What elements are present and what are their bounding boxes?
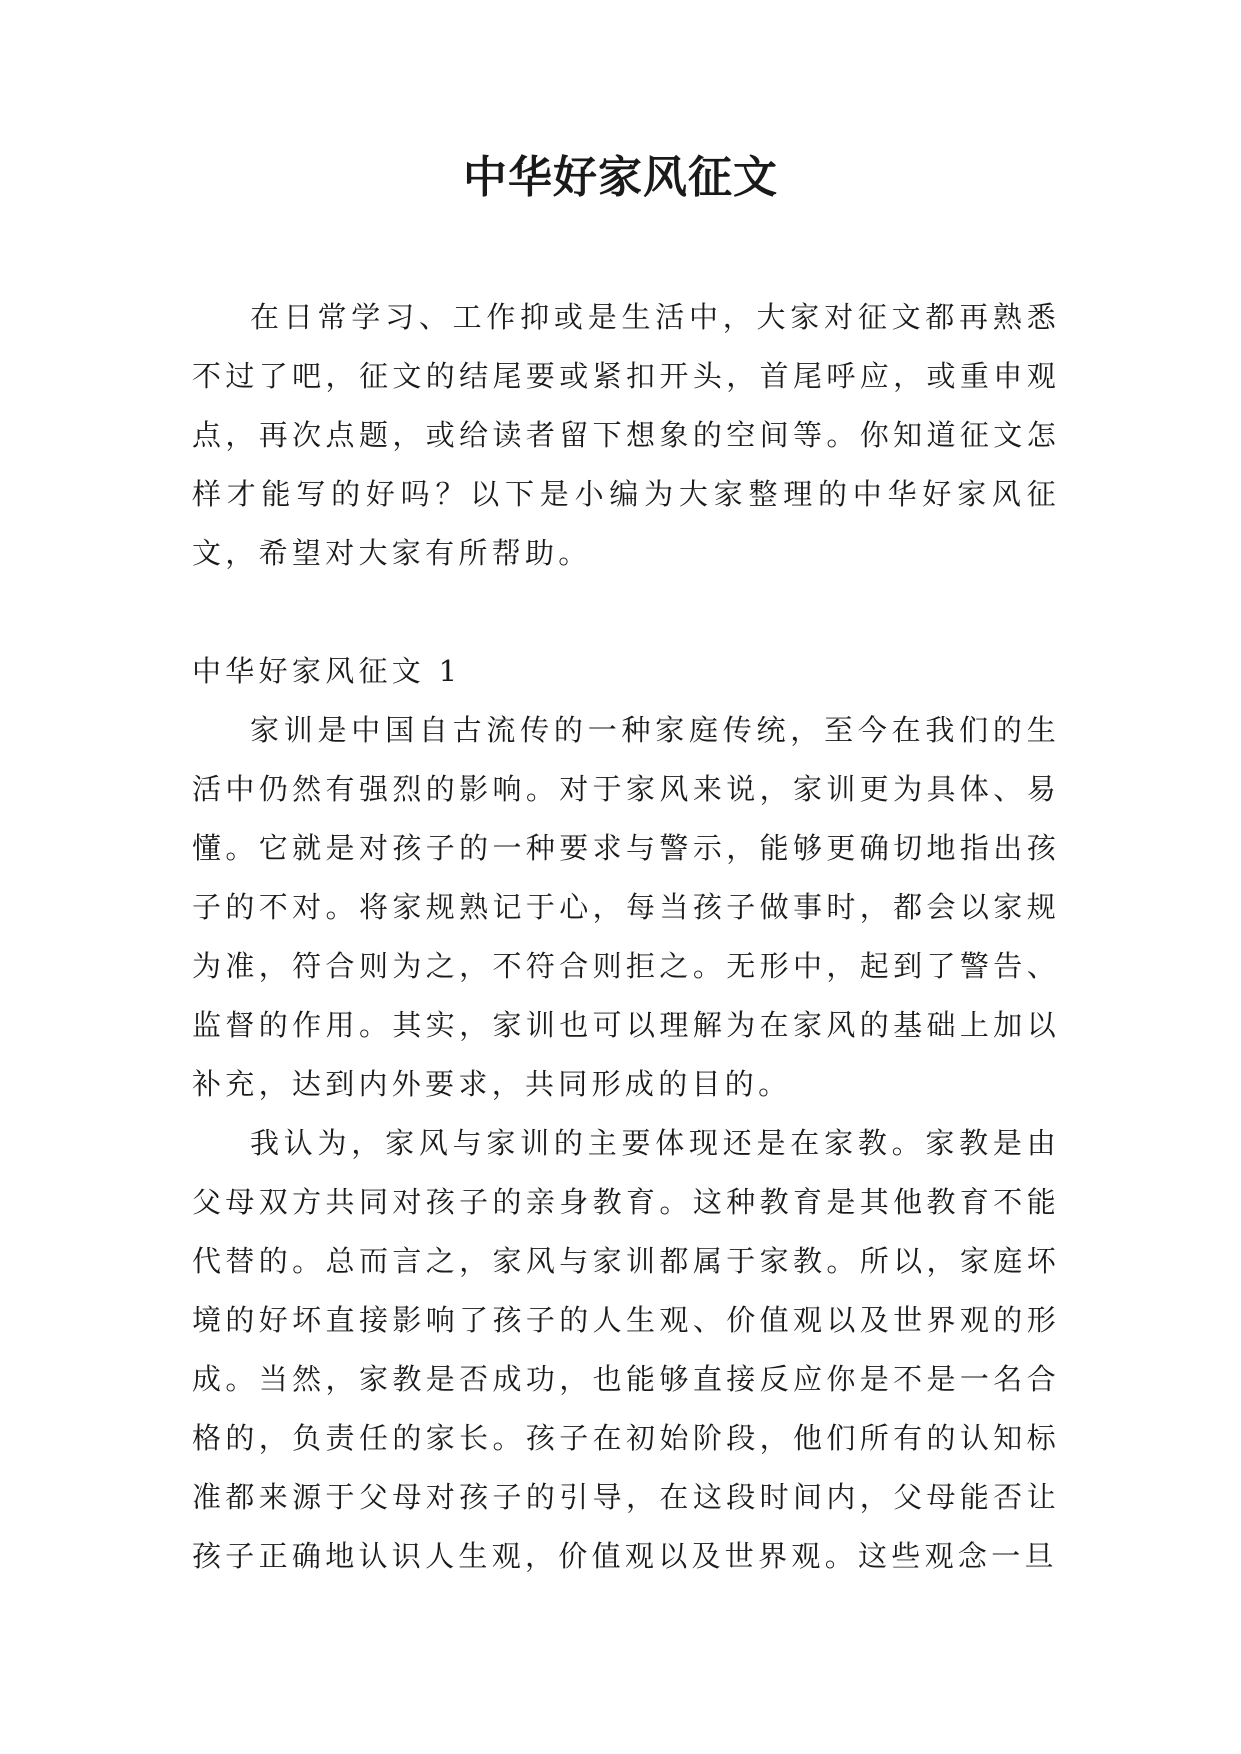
body-paragraph-2: 我认为，家风与家训的主要体现还是在家教。家教是由父母双方共同对孩子的亲身教育。这种教育是其他教育不能代替的。总而言之，家风与家训都属于家教。所以，家庭坏境的好坏直接影响了孩子的人生观、价值观以及世界观的形成。当然，家教是否成功，也能够直接反应你是不是一名合格的，负责任的家长。孩子在初始阶段，他们所有的认知标准都来源于父母对孩子的引导，在这段时间内，父母能否让孩子正确地认识人生观，价值观以及世界观。这些观念一旦: [192, 1126, 1060, 1573]
section-heading: 中华好家风征文 1: [192, 654, 462, 688]
document-body: [192, 288, 1060, 1586]
paragraph-spacer: [192, 583, 1060, 642]
intro-paragraph: 在日常学习、工作抑或是生活中，大家对征文都再熟悉不过了吧，征文的结尾要或紧扣开头，首尾呼应，或重申观点，再次点题，或给读者留下想象的空间等。你知道征文怎样才能写的好吗？以下是小编为大家整理的中华好家风征文，希望对大家有所帮助。: [192, 300, 1060, 570]
body-paragraph-1: 家训是中国自古流传的一种家庭传统，至今在我们的生活中仍然有强烈的影响。对于家风来说，家训更为具体、易懂。它就是对孩子的一种要求与警示，能够更确切地指出孩子的不对。将家规熟记于心，每当孩子做事时，都会以家规为准，符合则为之，不符合则拒之。无形中，起到了警告、监督的作用。其实，家训也可以理解为在家风的基础上加以补充，达到内外要求，共同形成的目的。: [192, 713, 1060, 1101]
document-title: 中华好家风征文: [463, 152, 778, 203]
